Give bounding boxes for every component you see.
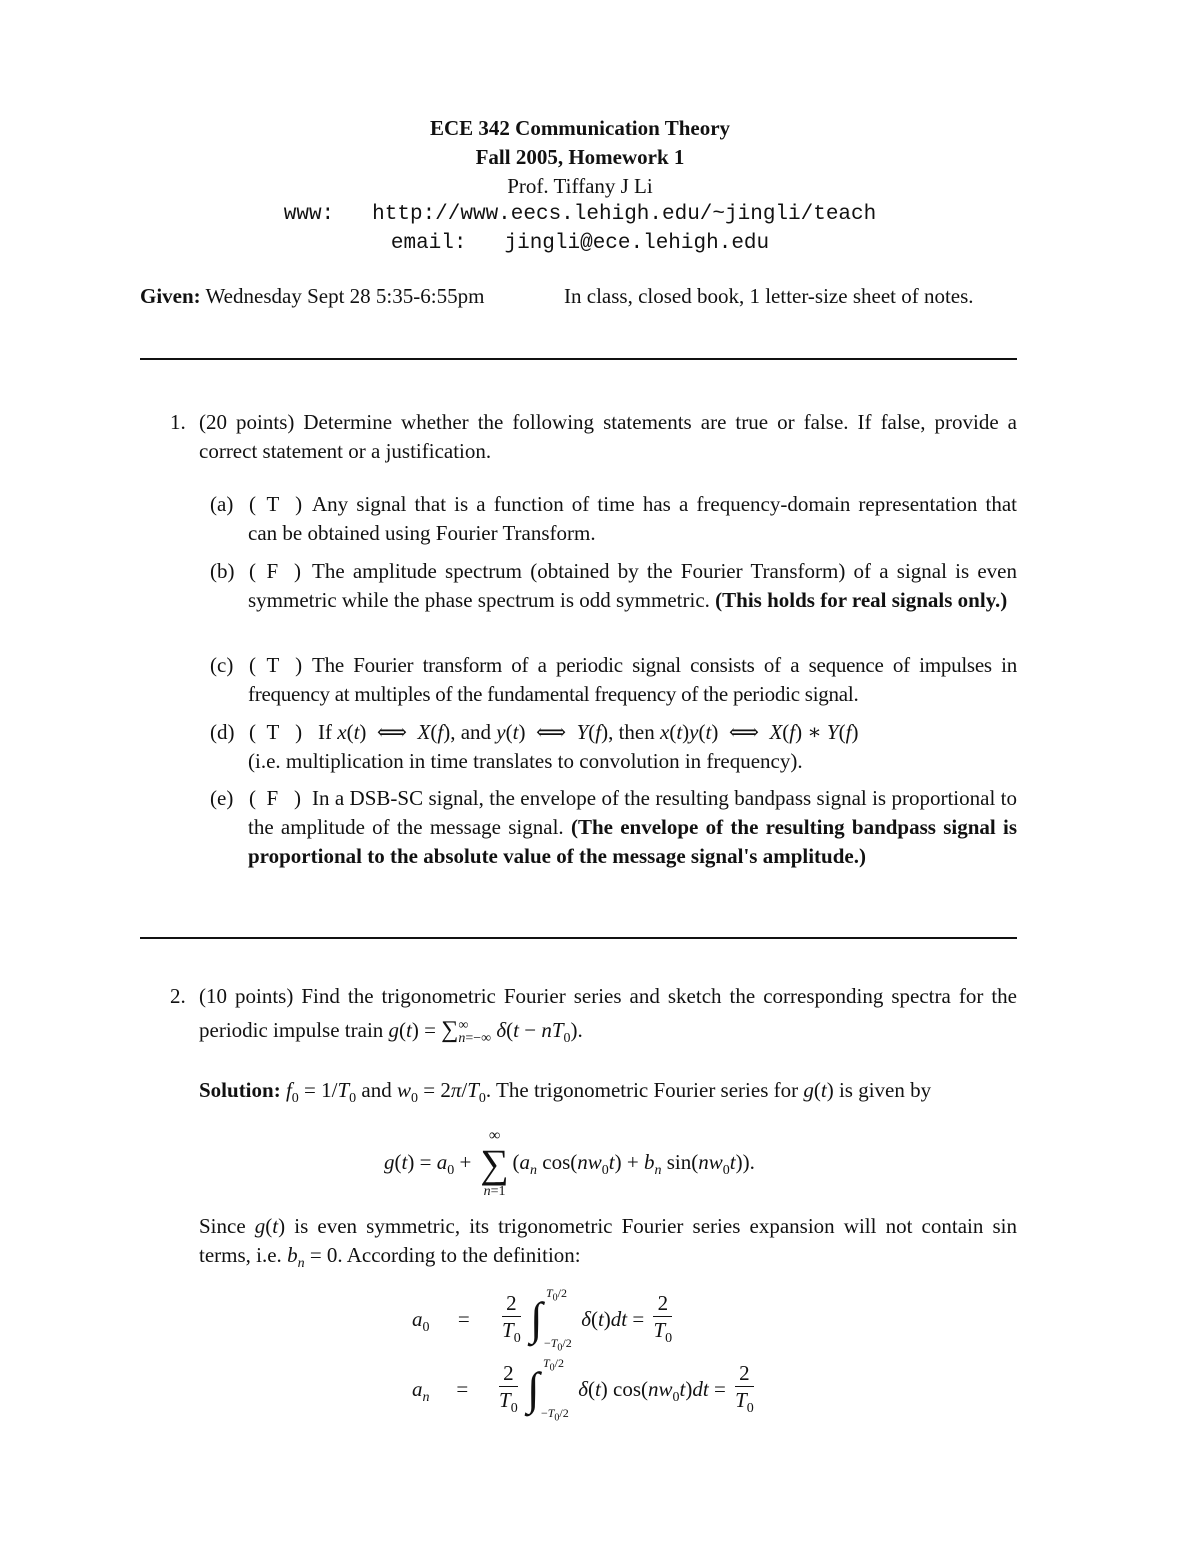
since-paragraph: Since g(t) is even symmetric, its trigonometric Fourier series expansion will not contain sin terms, i.e. $b_n = 0$. According to the definition: [199, 1214, 1017, 1272]
section-divider [140, 358, 1017, 360]
email-address[interactable]: jingli@ece.lehigh.edu [504, 232, 770, 255]
item-b-text [248, 557, 1017, 615]
item-d-explanation: (i.e. multiplication in time translates to convolution in frequency). [248, 749, 803, 773]
item-a-answer-box: ( T ) [249, 492, 303, 516]
www-url[interactable]: http://www.eecs.lehigh.edu/~jingli/teach [372, 203, 877, 226]
item-d-then: , then [608, 720, 655, 744]
since-b: is even symmetric, its trigonometric Fourier series expansion will not contain sin terms, i.e. [199, 1214, 1017, 1267]
item-d-and: , and [450, 720, 492, 744]
given-label: Given: [140, 284, 201, 308]
fourier-series-equation: $g(t) = a_0$ + ∞ ∑ n=1 ($a_n$ $\cos(nw_0t) + b_n$ $\sin(nw_0t)$). [384, 1127, 755, 1199]
item-d-text: If x(t) ⟺ X(f), and y(t) ⟺ Y(f), then x(t)y(t) ⟺ X(f) ∗ Y(f) [318, 720, 859, 744]
item-a-text: Any signal that is a function of time has a frequency-domain representation that can be obtained using Fourier Transform. [248, 492, 1017, 545]
item-c-label: (c) [210, 653, 234, 677]
an-equation: $a_n$ = $\frac{2}{T_0}$ $T_0/2$ ∫ $-T_0/2$ δ(t) $\cos(nw_0t)dt$ = $\frac{2}{T_0}$ [412, 1356, 754, 1424]
problem-2-number: 2. [170, 984, 186, 1008]
solution-and: and [361, 1078, 392, 1102]
item-b-statement: The amplitude spectrum (obtained by the Fourier Transform) of a signal is even symmetric while the phase spectrum is odd symmetric. [248, 559, 1017, 612]
given-note: In class, closed book, 1 letter-size sheet of notes. [564, 284, 974, 308]
item-e-statement: In a DSB-SC signal, the envelope of the resulting bandpass signal is proportional to the amplitude of the message signal. [248, 786, 1017, 839]
given-text: Wednesday Sept 28 5:35-6:55pm [205, 284, 485, 308]
solution-intro: Solution: $f_0 = 1/T_0$ and $w_0 = 2\pi/T_0$. The trigonometric Fourier series for g(t) is given by [199, 1078, 932, 1107]
item-c-answer-box: ( T ) [249, 653, 303, 677]
solution-label: Solution: [199, 1078, 281, 1102]
item-c-text: The Fourier transform of a periodic signal consists of a sequence of impulses in frequency at multiples of the fundamental frequency of the periodic signal. [248, 653, 1017, 706]
professor-name: Prof. Tiffany J Li [507, 174, 653, 198]
item-b-label: (b) [210, 559, 235, 583]
item-d-answer-box: ( T ) [249, 720, 303, 744]
item-e-label: (e) [210, 786, 234, 810]
www-line [0, 203, 1160, 226]
a0-equation: $a_0$ = $\frac{2}{T_0}$ $T_0/2$ ∫ $-T_0/2$ δ(t)dt = $\frac{2}{T_0}$ [412, 1286, 673, 1354]
since-c: . According to the definition: [337, 1243, 581, 1267]
term-title: Fall 2005, Homework 1 [475, 145, 685, 169]
item-e-answer: F [266, 786, 279, 810]
item-b-answer: F [266, 559, 279, 583]
problem-1-number: 1. [170, 410, 186, 434]
item-b-note: (This holds for real signals only.) [715, 588, 1008, 612]
email-label: email: [390, 232, 467, 255]
www-label: www: [283, 203, 335, 226]
item-d-answer: T [266, 720, 280, 744]
since-a: Since [199, 1214, 246, 1238]
item-e-text [248, 784, 1017, 871]
item-d-if: If [318, 720, 332, 744]
solution-is-given: is given by [838, 1078, 932, 1102]
problem-2-intro-text: (10 points) Find the trigonometric Fourier series and sketch the corresponding spectra for the periodic impulse train [199, 984, 1017, 1042]
item-a-label: (a) [210, 492, 234, 516]
course-title: ECE 342 Communication Theory [429, 116, 731, 140]
problem-1-intro: (20 points) Determine whether the following statements are true or false. If false, provide a correct statement or a justification. [199, 410, 1017, 463]
problem-2-intro: (10 points) Find the trigonometric Fourier series and sketch the corresponding spectra for the periodic impulse train $g(t) = \sum^\infty_{n=-\infty}$ $\delta(t - nT_0)$. [199, 984, 1017, 1047]
item-e-answer-box: ( F ) [249, 786, 301, 810]
email-line [0, 232, 1160, 255]
solution-text: . The trigonometric Fourier series for [485, 1078, 799, 1102]
section-divider-2 [140, 937, 1017, 939]
given-line [140, 282, 1020, 311]
item-a-answer: T [266, 492, 280, 516]
item-c-answer: T [266, 653, 280, 677]
item-d-label: (d) [210, 720, 235, 744]
item-b-answer-box: ( F ) [249, 559, 301, 583]
item-e-note: (The envelope of the resulting bandpass signal is proportional to the absolute value of the message signal's amplitude.) [248, 815, 1018, 868]
